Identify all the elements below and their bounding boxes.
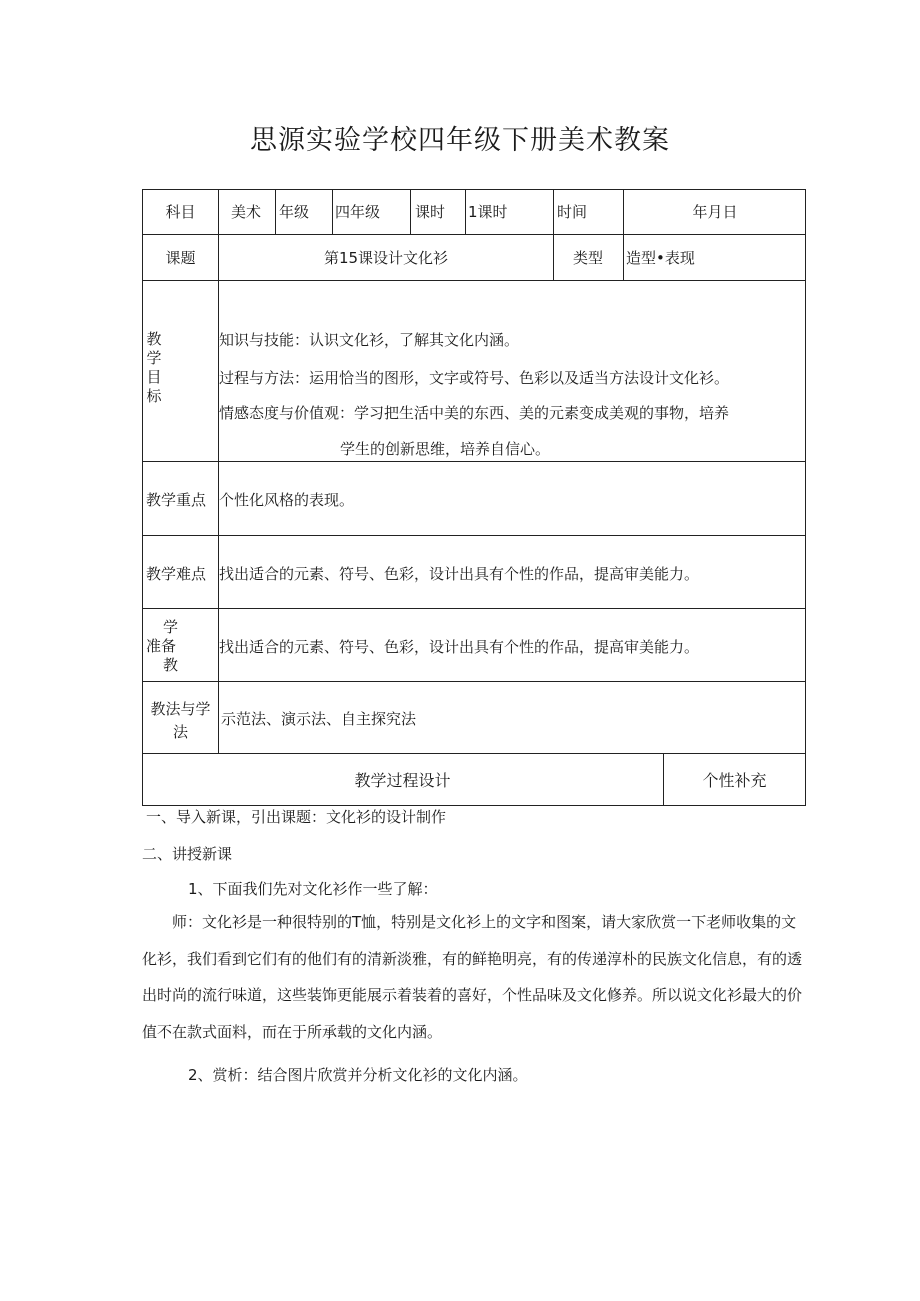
methods-label-line1: 教法与学 [150,700,211,718]
key-point-value: 个性化风格的表现。 [219,491,355,509]
teacher-paragraph: 师：文化衫是一种很特别的T恤，特别是文化衫上的文字和图案，请大家欣赏一下老师收集的文化衫，我们看到它们有的他们有的清新淡雅，有的鲜艳明亮，有的传递淳朴的民族文化信息，有的透出时尚的流行味道，这些装饰更能展示着装着的喜好，个性品味及文化修养。所以说文化衫最大的价值不在款式面料，而在于所承载的文化内涵。 [142,913,803,1041]
objectives-label: 教 学 目 标 [146,330,162,405]
objective-knowledge: 知识与技能：认识文化衫，了解其文化内涵。 [219,331,520,349]
process-design-label: 教学过程设计 [354,771,451,790]
time-label: 时间 [557,203,588,221]
key-point-label: 教学重点 [146,491,207,509]
item-1: 1、下面我们先对文化衫作一些了解： [188,880,438,898]
supplement-label: 个性补充 [702,771,767,790]
grade-value: 四年级 [335,203,381,221]
preparation-label-mid: 准备 [146,637,177,655]
preparation-label-bottom: 教 [163,656,179,674]
section-intro: 一、导入新课，引出课题：文化衫的设计制作 [146,808,447,826]
grade-label: 年级 [279,203,310,221]
period-value: 1课时 [468,203,508,221]
methods-label-line2: 法 [172,723,188,741]
subject-label: 科目 [165,203,196,221]
section-teach: 二、讲授新课 [142,845,233,863]
difficulty-value: 找出适合的元素、符号、色彩，设计出具有个性的作品，提高审美能力。 [219,565,700,583]
objective-process: 过程与方法：运用恰当的图形，文字或符号、色彩以及适当方法设计文化衫。 [219,369,730,387]
type-value: 造型•表现 [626,249,695,267]
preparation-value: 找出适合的元素、符号、色彩，设计出具有个性的作品，提高审美能力。 [219,638,700,656]
period-label: 课时 [415,203,446,221]
page-title: 思源实验学校四年级下册美术教案 [250,125,670,156]
type-label: 类型 [572,249,603,267]
topic-value: 第15课设计文化衫 [323,249,449,267]
topic-label: 课题 [165,249,196,267]
methods-value: 示范法、演示法、自主探究法 [221,710,417,728]
item-2: 2、赏析：结合图片欣赏并分析文化衫的文化内涵。 [188,1066,528,1084]
preparation-label-top: 学 [163,618,179,636]
difficulty-label: 教学难点 [146,565,207,583]
objective-attitude-cont: 学生的创新思维，培养自信心。 [340,440,551,458]
time-value: 年月日 [692,203,738,221]
subject-value: 美术 [231,203,262,221]
objective-attitude: 情感态度与价值观：学习把生活中美的东西、美的元素变成美观的事物，培养 [219,404,730,422]
